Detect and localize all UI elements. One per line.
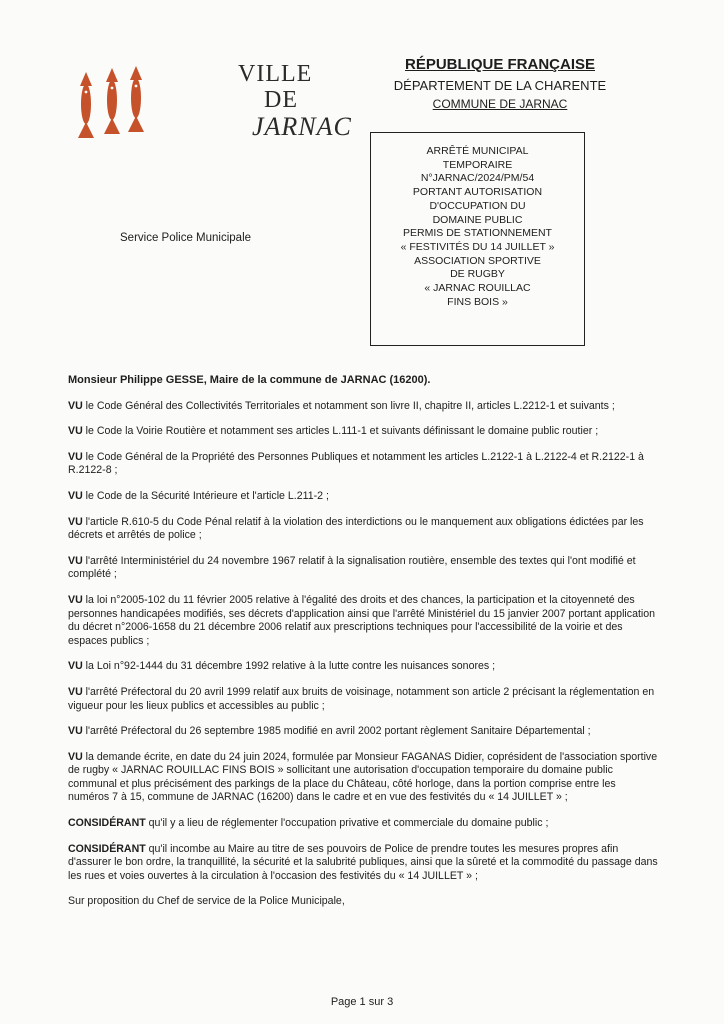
paragraph (68, 660, 658, 674)
decree-line: « JARNAC ROUILLAC (424, 282, 531, 295)
paragraph-lead: VU (68, 725, 83, 738)
decree-line: N°JARNAC/2024/PM/54 (420, 172, 535, 185)
paragraph-lead: VU (68, 685, 83, 698)
paragraph-lead: VU (68, 425, 83, 438)
page-number: Page 1 sur 3 (330, 996, 394, 1008)
mayor-intro: Monsieur Philippe GESSE, Maire de la commune de JARNAC (16200). (68, 374, 431, 386)
decree-line: ARRÊTÉ MUNICIPAL (426, 145, 529, 157)
paragraph-lead: VU (68, 399, 83, 412)
header-republic: RÉPUBLIQUE FRANÇAISE (404, 56, 595, 73)
decree-title-box (370, 132, 585, 346)
paragraph (68, 725, 658, 739)
paragraph-text: le Code la Voirie Routière et notamment ses articles L.111-1 et suivants définissant le domaine public routier ; (82, 425, 599, 438)
paragraph (68, 555, 658, 582)
paragraph-text: l'arrêté Interministériel du 24 novembre 1967 relatif à la signalisation routière, ensemble des textes qui l'ont modifié et complété ; (68, 554, 636, 581)
decree-line: DOMAINE PUBLIC (432, 213, 523, 226)
paragraph-lead: VU (68, 660, 83, 673)
paragraph-lead: CONSIDÉRANT (68, 817, 146, 830)
logo-line-de: DE (264, 87, 298, 113)
paragraph-text: qu'il y a lieu de réglementer l'occupation privative et commerciale du domaine public ; (145, 817, 549, 830)
paragraph (68, 516, 658, 543)
paragraph-text: Sur proposition du Chef de service de la Police Municipale, (68, 895, 345, 908)
header-department: DÉPARTEMENT DE LA CHARENTE (393, 78, 607, 93)
paragraph-text: le Code Général de la Propriété des Personnes Publiques et notamment les articles L.2122-1 à L.2122-4 et R.2122-1 à R.2122-8 ; (68, 450, 644, 477)
paragraph-lead: VU (68, 554, 83, 567)
paragraph-text: l'arrêté Préfectoral du 26 septembre 1985 modifié en avril 2002 portant règlement Sanitaire Départemental ; (82, 725, 591, 738)
paragraph-lead: VU (68, 515, 83, 528)
document-body (68, 374, 658, 921)
decree-line: D'OCCUPATION DU (429, 199, 526, 212)
decree-line: TEMPORAIRE (442, 158, 513, 171)
paragraph-lead: VU (68, 750, 83, 763)
paragraph-lead: VU (68, 450, 83, 463)
decree-line: DE RUGBY (450, 268, 505, 281)
paragraph (68, 400, 658, 414)
logo-line-ville: VILLE (238, 61, 313, 87)
paragraph-lead: VU (68, 489, 83, 502)
decree-line: PERMIS DE STATIONNEMENT (403, 227, 552, 240)
paragraph (68, 817, 658, 831)
paragraph-text: l'article R.610-5 du Code Pénal relatif à la violation des interdictions ou le manquement aux obligations édictées par les décrets et arrêtés de police ; (68, 515, 644, 542)
paragraph (68, 751, 658, 805)
fish-emblem-icon (74, 64, 150, 144)
header-commune: COMMUNE DE JARNAC (432, 97, 568, 111)
paragraph-text: l'arrêté Préfectoral du 20 avril 1999 relatif aux bruits de voisinage, notamment son article 2 précisant la réglementation en vigueur pour les lieux publics et accessibles au public ; (68, 685, 655, 712)
paragraph (68, 686, 658, 713)
paragraph-text: le Code de la Sécurité Intérieure et l'article L.211-2 ; (82, 489, 329, 502)
decree-line: PORTANT AUTORISATION (412, 186, 543, 199)
paragraph (68, 451, 658, 478)
paragraph-text: qu'il incombe au Maire au titre de ses pouvoirs de Police de prendre toutes les mesures propres afin d'assurer le bon ordre, la tranquillité, la sécurité et la salubrité publiques, ainsi que la sûreté et la commodité du passage dans les rues et voies ouvertes à la circulation à l'occasion des festivités du « 14 JUILLET » ; (68, 842, 658, 882)
paragraph-text: la demande écrite, en date du 24 juin 2024, formulée par Monsieur FAGANAS Didier, coprésident de l'association sportive de rugby « JARNAC ROUILLAC FINS BOIS » sollicitant une autorisation d'occupation temporaire du domaine public communal et plus précisément des parkings de la place du Château, côté horloge, dans la portion comprise entre les numéros 7 à 15, commune de JARNAC (16200) dans le cadre et en vue des festivités du « 14 JUILLET » ; (68, 750, 658, 804)
decree-line: ASSOCIATION SPORTIVE (414, 254, 541, 267)
service-label: Service Police Municipale (120, 232, 252, 244)
paragraph-text: la loi n°2005-102 du 11 février 2005 relative à l'égalité des droits et des chances, la participation et la citoyenneté des personnes handicapées modifiés, ses décrets d'application ainsi que l'arrêté Ministériel du 15 janvier 2007 portant application du décret n°2006-1658 du 21 décembre 2006 relatif aux prescriptions techniques pour l'accessibilité de la voirie et des espaces publics ; (68, 593, 656, 647)
decree-line: FINS BOIS » (447, 295, 508, 308)
paragraph (68, 594, 658, 648)
paragraph-lead: VU (68, 593, 83, 606)
logo-line-jarnac: JARNAC (252, 112, 352, 141)
paragraph (68, 425, 658, 439)
paragraph-text: le Code Général des Collectivités Territoriales et notamment son livre II, chapitre II, articles L.2212-1 et suivants ; (82, 399, 615, 412)
paragraph-text: la Loi n°92-1444 du 31 décembre 1992 relative à la lutte contre les nuisances sonores ; (82, 660, 496, 673)
paragraph-lead: CONSIDÉRANT (68, 842, 146, 855)
paragraph (68, 895, 658, 909)
paragraph (68, 843, 658, 884)
paragraph (68, 490, 658, 504)
decree-line: « FESTIVITÉS DU 14 JUILLET » (400, 240, 555, 253)
jarnac-logo (74, 56, 352, 144)
